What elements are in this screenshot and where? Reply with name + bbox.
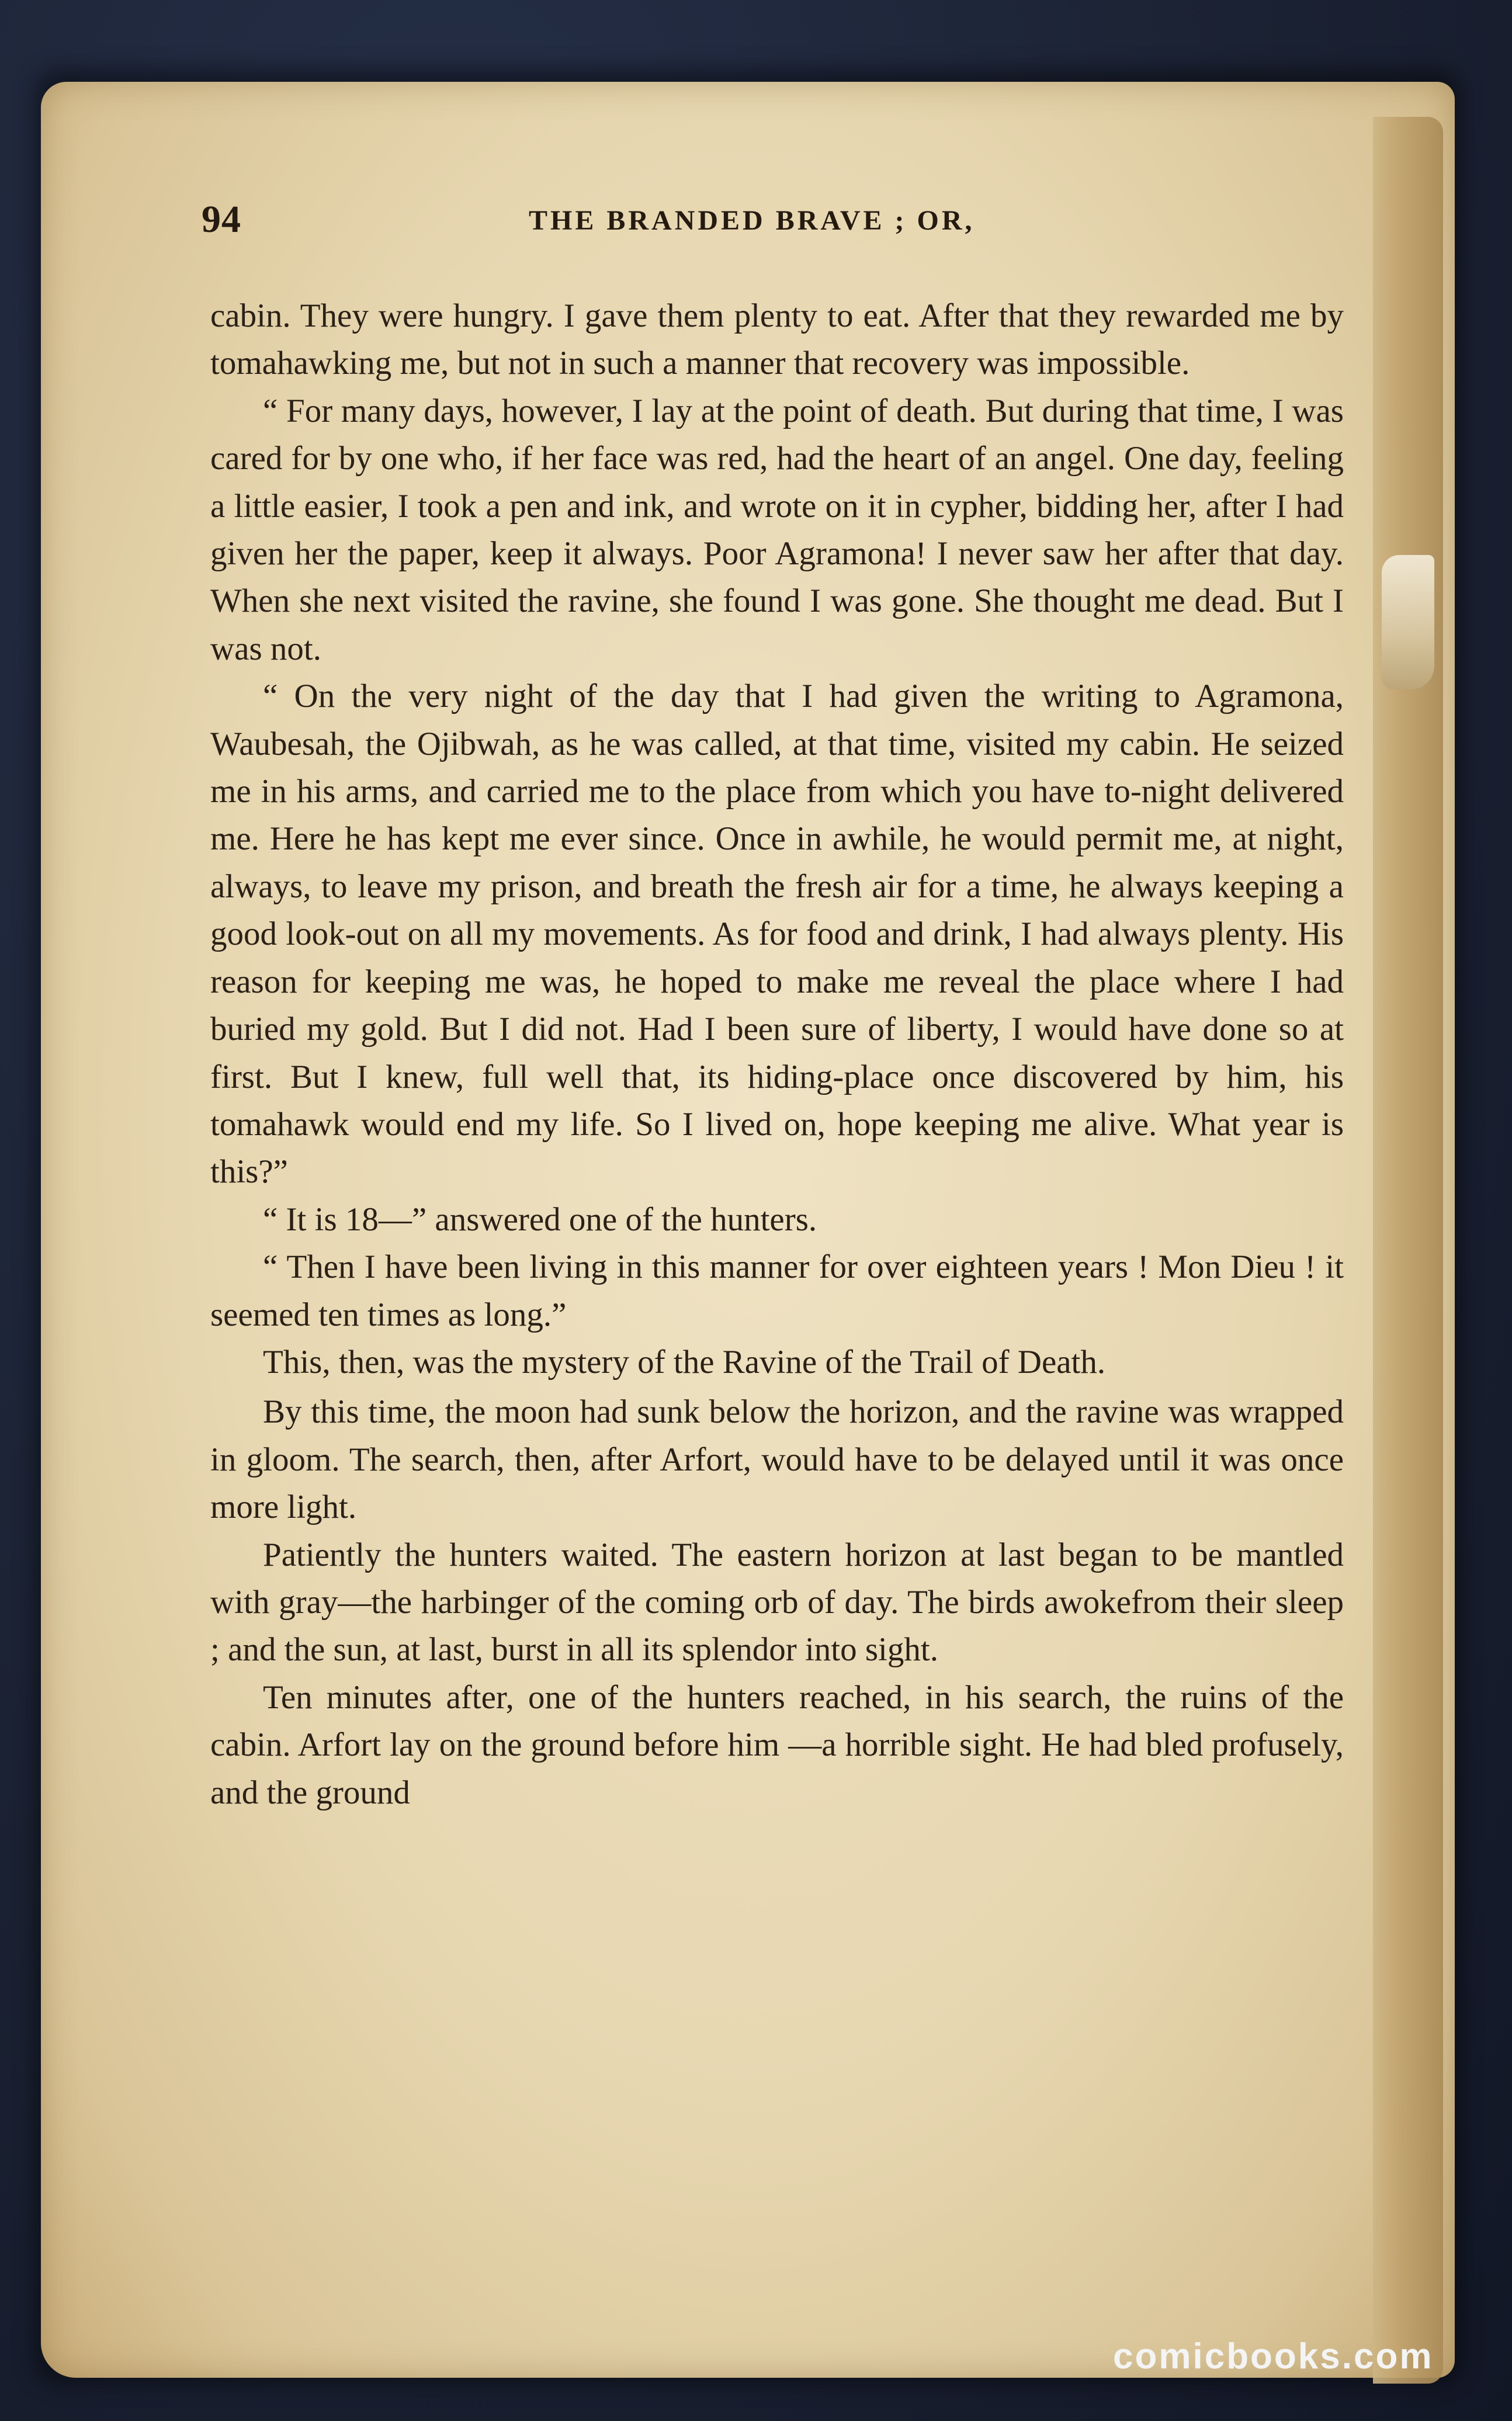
page-tear [1382,555,1434,689]
watermark: comicbooks.com [1113,2336,1434,2377]
paragraph: “ Then I have been living in this manner for over eighteen years ! Mon Dieu ! it seemed ten times as long.” [210,1248,1344,1333]
paragraph: “ For many days, however, I lay at the point of death. But during that time, I was cared for by one who, if her face was red, had the heart of an angel. One day, feeling a little easier, I took a pen and ink, and wrote on it in cypher, bidding her, after I had given her the paper, keep it always. Poor Agramona! I never saw her after that day. When she next visited the ravine, she found I was gone. She thought me dead. But I was not. [210,392,1344,667]
paragraph: This, then, was the mystery of the Ravine of the Trail of Death. [263,1343,1106,1381]
paragraph: “ It is 18—” answered one of the hunters. [263,1201,817,1238]
paragraph: cabin. They were hungry. I gave them plenty to eat. After that they rewarded me by tomahawking me, but not in such a manner that recovery was impossible. [210,297,1344,382]
page-header [202,197,1347,250]
paragraph: By this time, the moon had sunk below the horizon, and the ravine was wrapped in gloom. The search, then, after Arfort, would have to be delayed until it was once more light. [210,1393,1344,1526]
paragraph: Ten minutes after, one of the hunters reached, in his search, the ruins of the cabin. Arfort lay on the ground before him —a horrible sight. He had bled profusely, and the ground [210,1678,1344,1811]
page-edge [1373,117,1443,2384]
running-head: THE BRANDED BRAVE ; OR, [529,205,975,236]
body-text [210,292,1344,1816]
paragraph: Patiently the hunters waited. The eastern horizon at last began to be mantled with gray—the harbinger of the coming orb of day. The birds awokefrom their sleep ; and the sun, at last, burst in all its splendor into sight. [210,1536,1344,1669]
page-number: 94 [202,198,241,241]
paragraph: “ On the very night of the day that I had given the writing to Agramona, Waubesah, the Ojibwah, as he was called, at that time, visited my cabin. He seized me in his arms, and carried me to the place from which you have to-night delivered me. Here he has kept me ever since. Once in awhile, he would permit me, at night, always, to leave my prison, and breath the fresh air for a time, he always keeping a good look-out on all my movements. As for food and drink, I had always plenty. His reason for keeping me was, he hoped to make me reveal the place where I had buried my gold. But I did not. Had I been sure of liberty, I would have done so at first. But I knew, full well that, its hiding-place once discovered by him, his tomahawk would end my life. So I lived on, hope keeping me alive. What year is this?” [210,678,1344,1191]
